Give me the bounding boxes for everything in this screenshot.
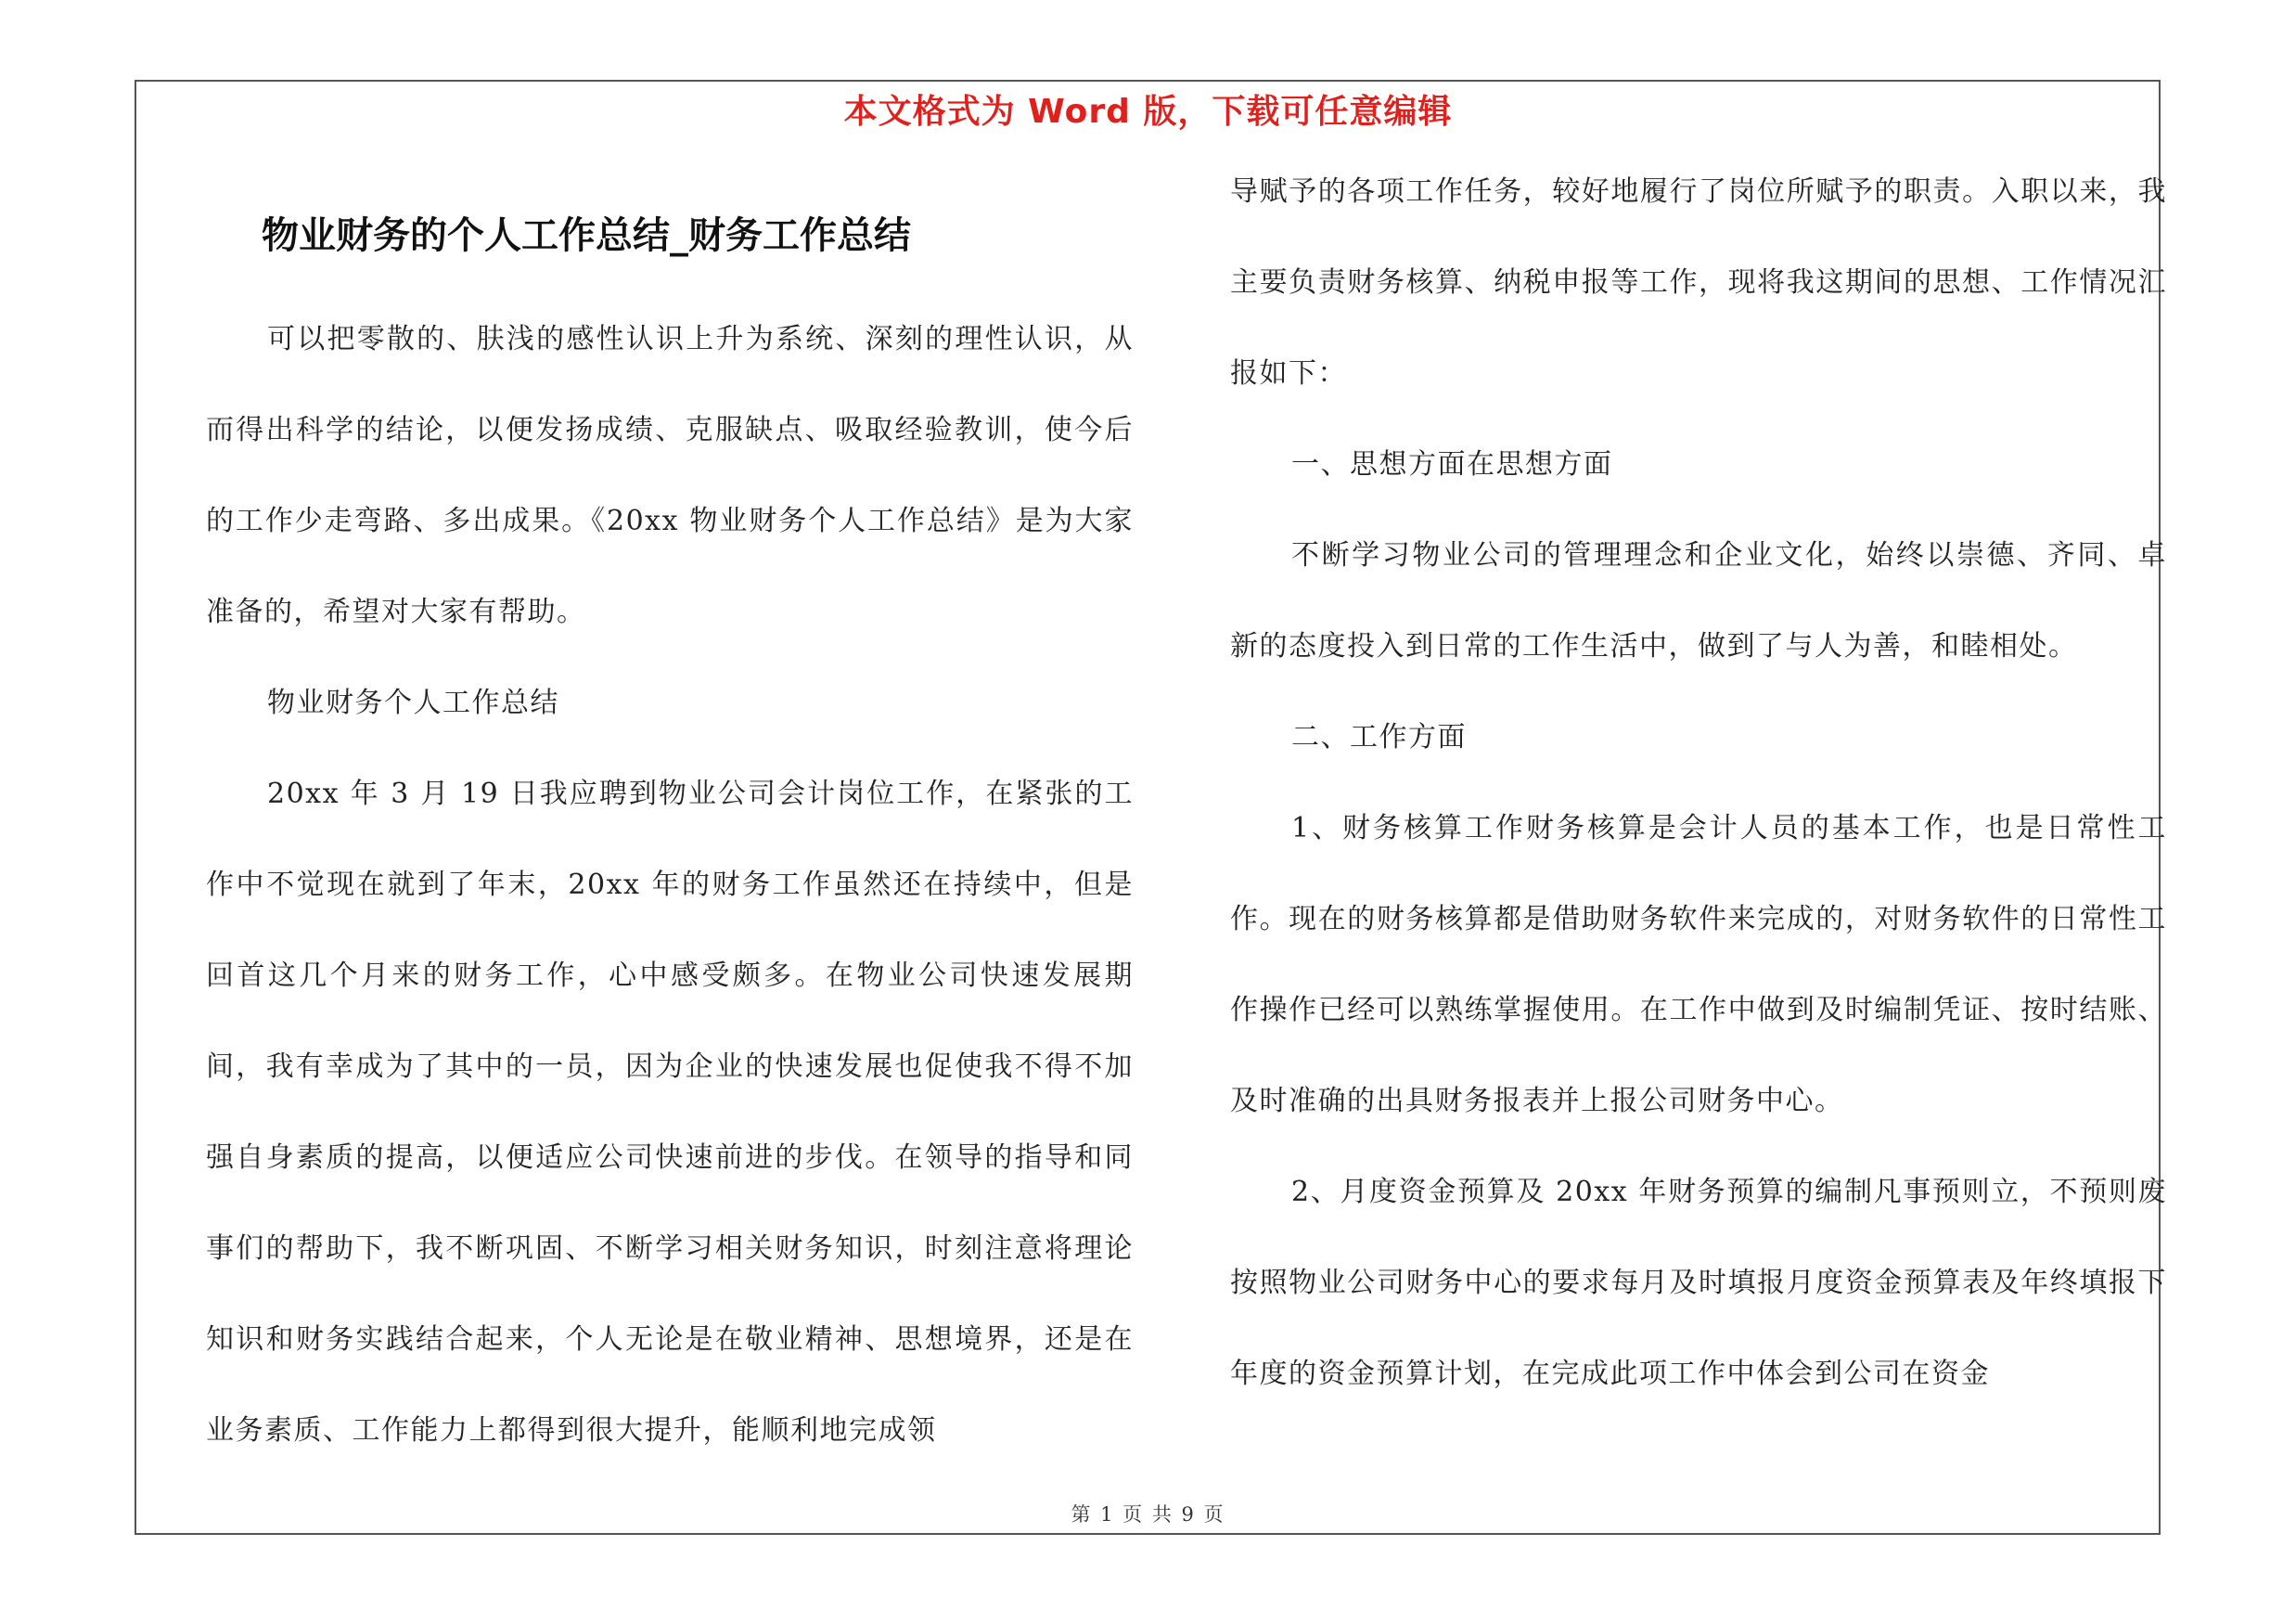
body-paragraph: 20xx 年 3 月 19 日我应聘到物业公司会计岗位工作，在紧张的工作中不觉现在就到了年末，20xx 年的财务工作虽然还在持续中，但是回首这几个月来的财务工作，心中感受颇多。在物业公司快速发展期间，我有幸成为了其中的一员，因为企业的快速发展也促使我不得不加强自身素质的提高，以便适应公司快速前进的步伐。在领导的指导和同事们的帮助下，我不断巩固、不断学习相关财务知识，时刻注意将理论知识和财务实践结合起来，个人无论是在敬业精神、思想境界，还是在业务素质、工作能力上都得到很大提升，能顺利地完成领 [206, 778, 1134, 1447]
intro-paragraph: 可以把零散的、肤浅的感性认识上升为系统、深刻的理性认识，从而得出科学的结论，以便发扬成绩、克服缺点、吸取经验教训，使今后的工作少走弯路、多出成果。《20xx 物业财务个人工作总结》是为大家准备的，希望对大家有帮助。 [206, 323, 1134, 628]
section-heading-work: 二、工作方面 [1291, 721, 1467, 754]
section-heading-thought: 一、思想方面在思想方面 [1291, 448, 1613, 481]
continued-paragraph: 导赋予的各项工作任务，较好地履行了岗位所赋予的职责。入职以来，我主要负责财务核算、纳税申报等工作，现将我这期间的思想、工作情况汇报如下： [1230, 175, 2167, 390]
right-column [1230, 148, 2167, 1420]
document-title: 物业财务的个人工作总结_财务工作总结 [262, 214, 911, 257]
section-heading: 物业财务个人工作总结 [267, 687, 559, 719]
left-column [206, 148, 1134, 1476]
body-paragraph: 1、财务核算工作财务核算是会计人员的基本工作，也是日常性工作。现在的财务核算都是借助财务软件来完成的，对财务软件的日常性工作操作已经可以熟练掌握使用。在工作中做到及时编制凭证、按时结账、及时准确的出具财务报表并上报公司财务中心。 [1230, 812, 2167, 1117]
format-banner: 本文格式为 Word 版，下载可任意编辑 [843, 93, 1453, 131]
page-number: 第 1 页 共 9 页 [1071, 1503, 1225, 1526]
body-paragraph: 不断学习物业公司的管理理念和企业文化，始终以崇德、齐同、卓新的态度投入到日常的工作生活中，做到了与人为善，和睦相处。 [1230, 539, 2167, 663]
body-paragraph: 2、月度资金预算及 20xx 年财务预算的编制凡事预则立，不预则废按照物业公司财务中心的要求每月及时填报月度资金预算表及年终填报下年度的资金预算计划，在完成此项工作中体会到公司在资金 [1230, 1176, 2167, 1390]
